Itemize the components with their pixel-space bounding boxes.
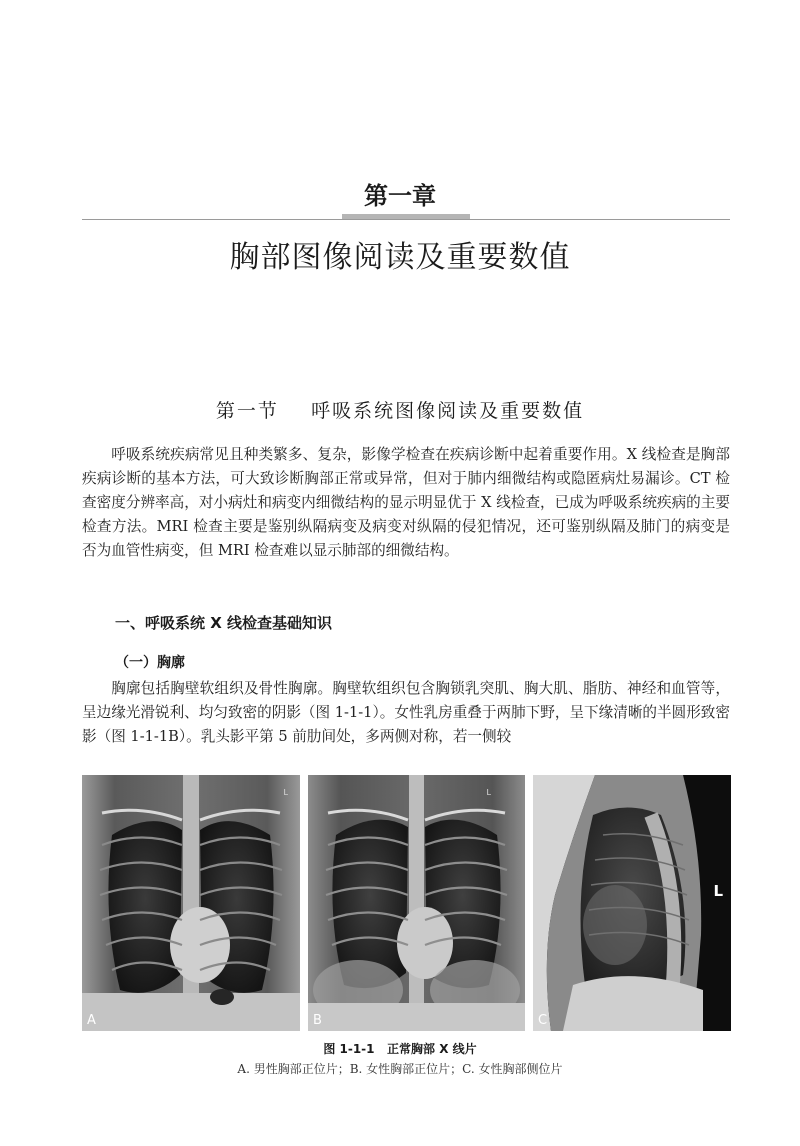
panel-letter-c: C: [538, 1013, 548, 1028]
section-title: 第一节 呼吸系统图像阅读及重要数值: [215, 400, 585, 422]
chapter-rule: [82, 219, 730, 220]
heading-thorax: （一）胸廓: [115, 655, 185, 671]
chapter-title: 胸部图像阅读及重要数值: [229, 240, 571, 275]
xray-image-b: [308, 775, 525, 1031]
side-marker-a: L: [283, 788, 288, 797]
xray-image-c: [533, 775, 731, 1031]
heading-part-one: 一、呼吸系统 X 线检查基础知识: [115, 614, 333, 632]
side-marker-c: L: [713, 882, 723, 900]
figure-caption-subtitle: A. 男性胸部正位片；B. 女性胸部正位片；C. 女性胸部侧位片: [237, 1062, 563, 1076]
chapter-label: 第一章: [364, 182, 436, 210]
xray-image-a: [82, 775, 300, 1031]
xray-panel-a: [82, 775, 300, 1031]
chest-wall-paragraph: 胸廓包括胸壁软组织及骨性胸廓。胸壁软组织包含胸锁乳突肌、胸大肌、脂肪、神经和血管等，呈边缘光滑锐利、均匀致密的阴影（图 1-1-1）。女性乳房重叠于两肺下野，呈下缘清晰的半圆形致密影（图 1-1-1B）。乳头影平第 5 前肋间处，多两侧对称，若一侧较: [82, 680, 730, 745]
xray-panel-c: [533, 775, 731, 1031]
xray-panel-b: [308, 775, 525, 1031]
figure-caption-title: 图 1-1-1 正常胸部 X 线片: [323, 1042, 477, 1056]
panel-letter-a: A: [87, 1013, 96, 1028]
side-marker-b: L: [486, 788, 491, 797]
intro-paragraph: 呼吸系统疾病常见且种类繁多、复杂，影像学检查在疾病诊断中起着重要作用。X 线检查是胸部疾病诊断的基本方法，可大致诊断胸部正常或异常，但对于肺内细微结构或隐匿病灶易漏诊。CT 检查密度分辨率高，对小病灶和病变内细微结构的显示明显优于 X 线检查，已成为呼吸系统疾病的主要检查方法。MRI 检查主要是鉴别纵隔病变及病变对纵隔的侵犯情况，还可鉴别纵隔及肺门的病变是否为血管性病变，但 MRI 检查难以显示肺部的细微结构。: [82, 446, 730, 559]
panel-letter-b: B: [313, 1013, 322, 1028]
